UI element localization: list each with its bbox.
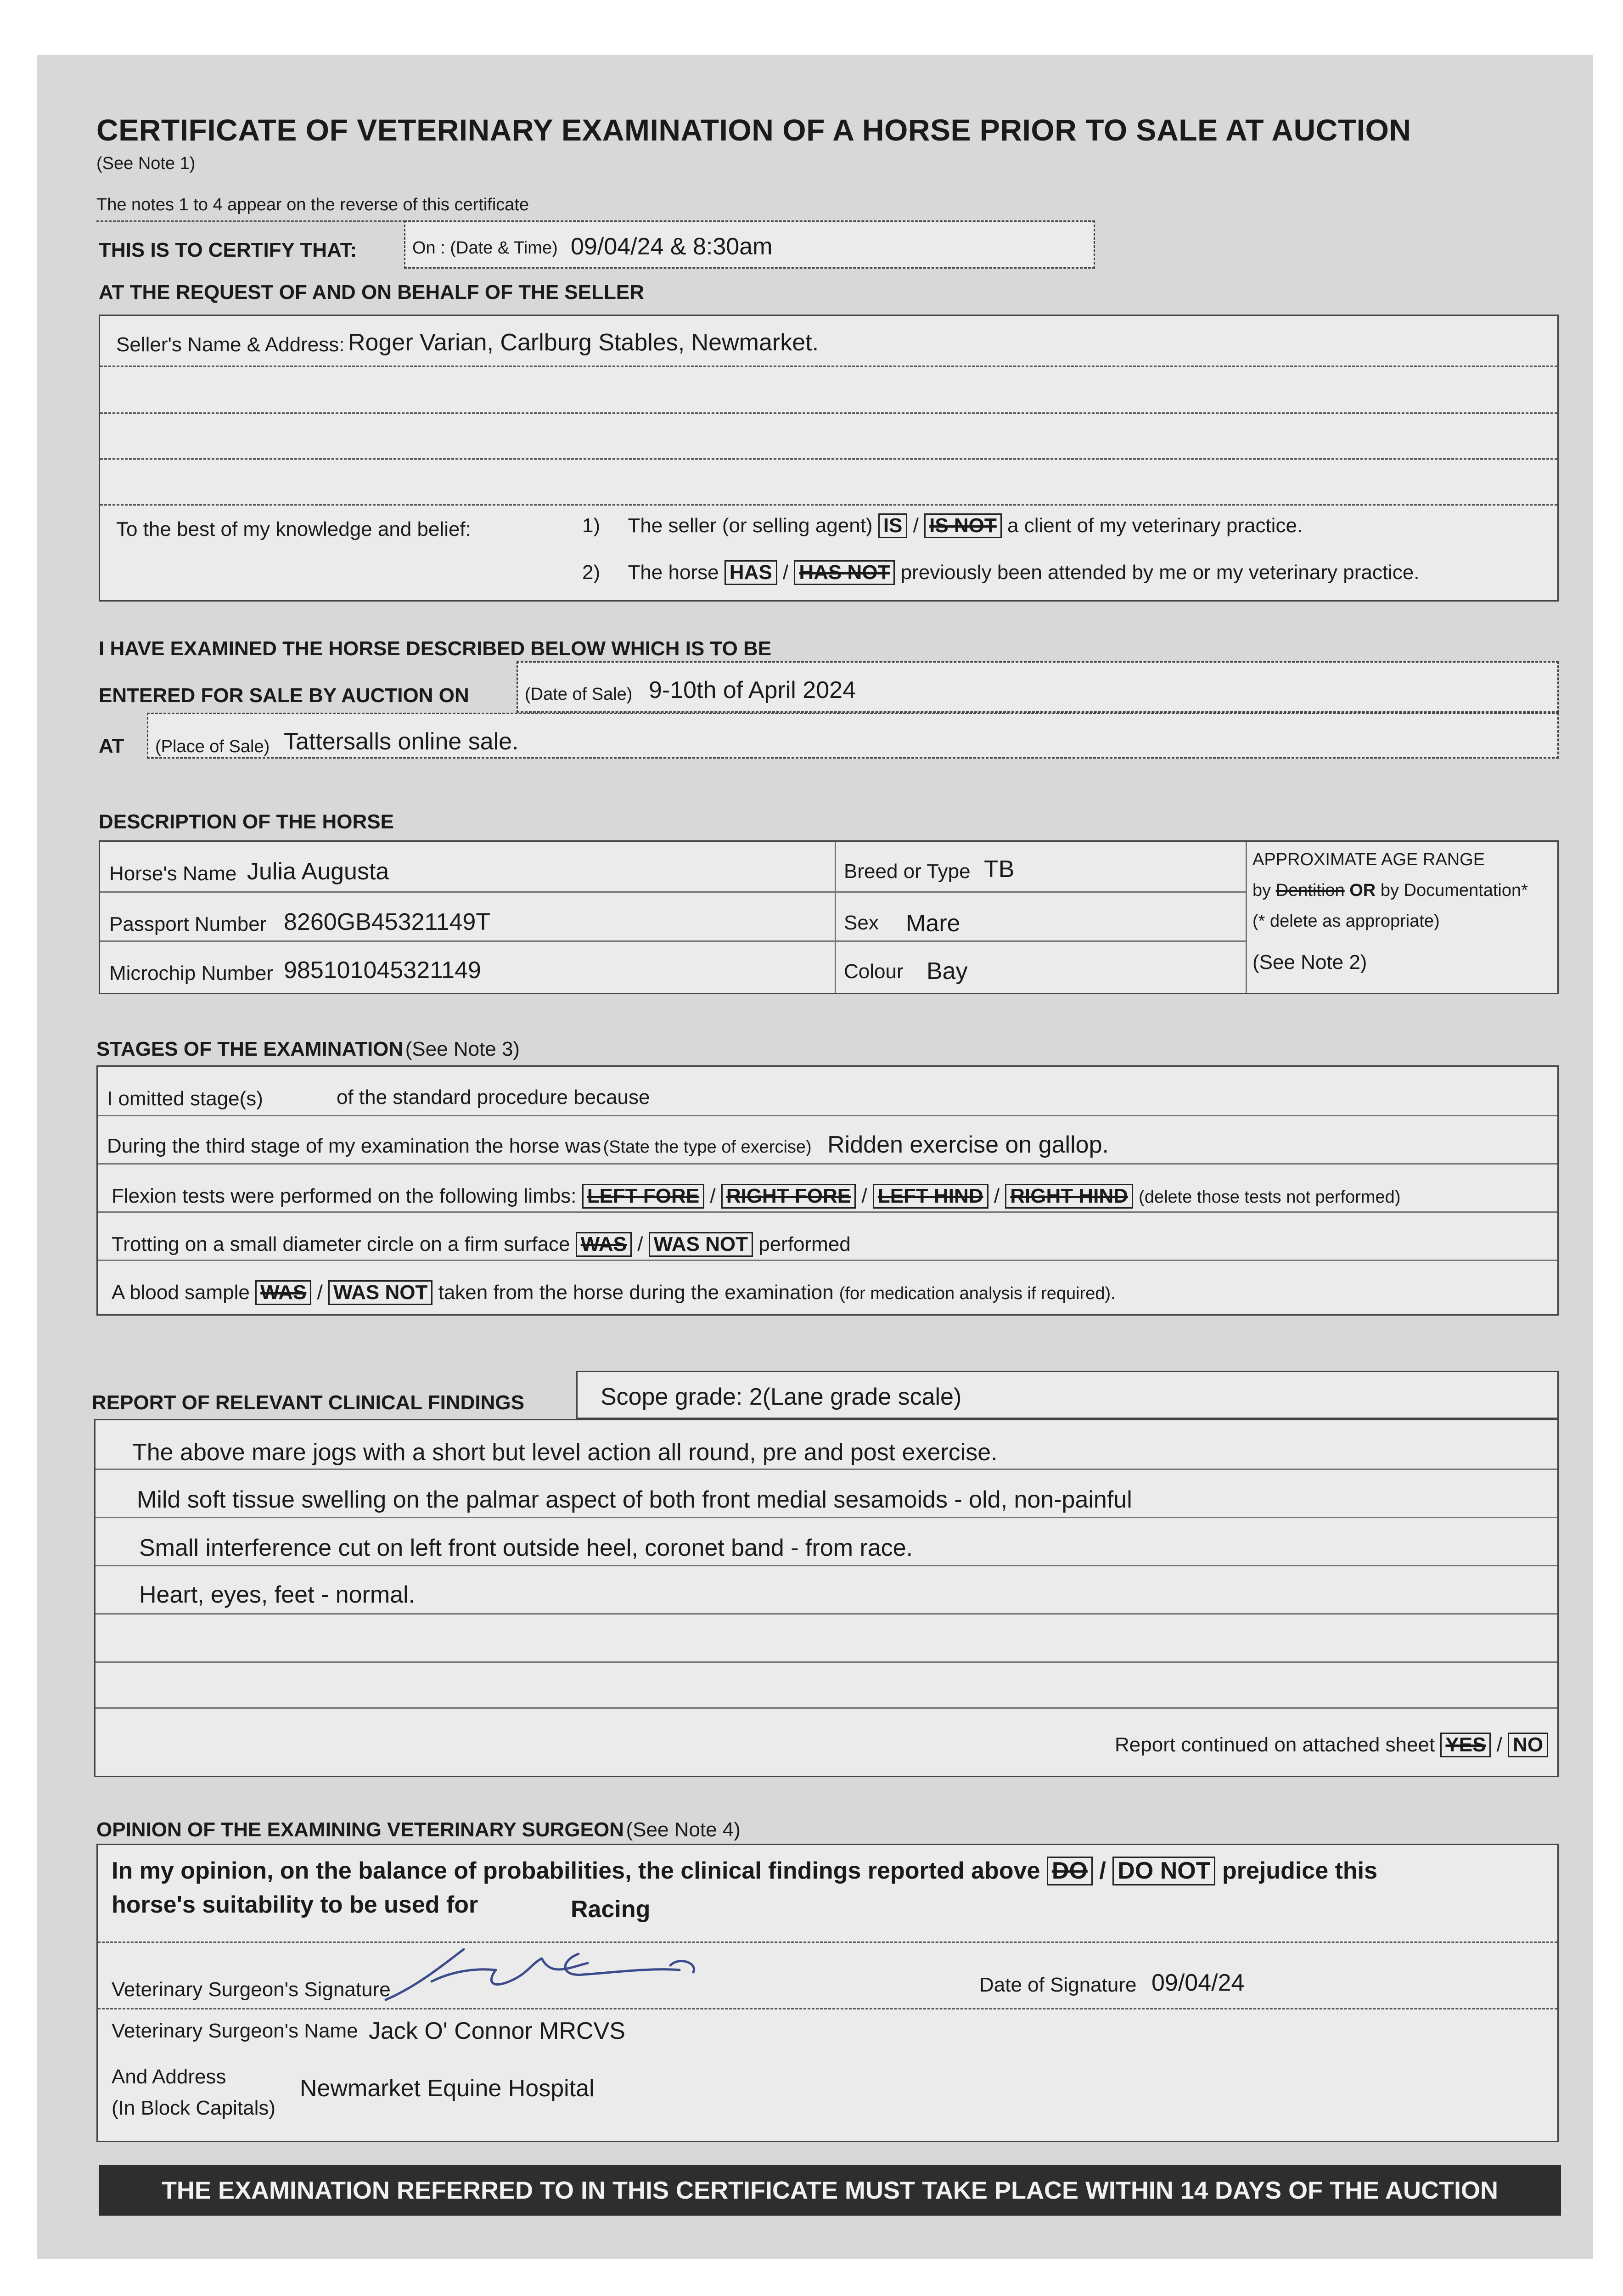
datetime-field[interactable] <box>404 220 1095 269</box>
blood-was-struck[interactable]: WAS <box>255 1280 311 1305</box>
horse-name-value: Julia Augusta <box>247 858 389 885</box>
divider <box>98 1115 1557 1116</box>
knowledge-label: To the best of my knowledge and belief: <box>116 518 471 540</box>
divider <box>95 1661 1557 1663</box>
opinion-text-post: prejudice this <box>1222 1857 1378 1884</box>
opinion-do-struck[interactable]: DO <box>1047 1857 1093 1885</box>
has-option[interactable]: HAS <box>724 560 777 585</box>
divider <box>95 1707 1557 1709</box>
request-label: AT THE REQUEST OF AND ON BEHALF OF THE SELLER <box>99 281 644 304</box>
breed-value: TB <box>984 856 1015 883</box>
sex-label: Sex <box>844 912 879 934</box>
horse-description-table <box>99 840 1559 994</box>
opinion-do-not-option[interactable]: DO NOT <box>1112 1857 1215 1885</box>
finding-line: Small interference cut on left front outside heel, coronet band - from race. <box>139 1535 913 1561</box>
item1-post: a client of my veterinary practice. <box>1007 514 1303 537</box>
divider <box>95 1565 1557 1566</box>
flexion-row: Flexion tests were performed on the following limbs: LEFT FORE / RIGHT FORE / LEFT HIND / RIGHT HIND (delete those tests not performed) <box>112 1184 1400 1209</box>
divider <box>1246 842 1247 993</box>
divider <box>100 504 1557 506</box>
sex-value: Mare <box>906 910 960 937</box>
colour-label: Colour <box>844 960 904 983</box>
stages-heading-row <box>96 1038 520 1061</box>
divider <box>835 842 836 993</box>
report-heading: REPORT OF RELEVANT CLINICAL FINDINGS <box>92 1391 524 1414</box>
divider <box>98 1211 1557 1213</box>
age-or: OR <box>1349 881 1376 900</box>
dentition-option-struck[interactable]: Dentition <box>1275 881 1345 900</box>
place-of-sale-label: (Place of Sale) <box>155 737 270 756</box>
trot-row: Trotting on a small diameter circle on a firm surface WAS / WAS NOT performed <box>112 1232 851 1257</box>
date-of-sale-field[interactable] <box>517 661 1559 713</box>
continued-yes-struck[interactable]: YES <box>1440 1733 1491 1757</box>
opinion-line-2: horse's suitability to be used for <box>112 1891 478 1918</box>
divider <box>100 891 1246 893</box>
flexion-label: Flexion tests were performed on the following limbs: <box>112 1185 577 1207</box>
divider <box>100 940 1246 942</box>
opinion-heading: OPINION OF THE EXAMINING VETERINARY SURGEON <box>96 1818 624 1841</box>
is-option[interactable]: IS <box>878 513 908 538</box>
opinion-line-1: In my opinion, on the balance of probabilities, the clinical findings reported above DO / DO NOT prejudice this <box>112 1857 1377 1885</box>
finding-line: Mild soft tissue swelling on the palmar aspect of both front medial sesamoids - old, non-painful <box>137 1486 1132 1513</box>
seller-label: Seller's Name & Address: <box>116 333 345 356</box>
scope-field[interactable] <box>576 1371 1559 1419</box>
age-range-options <box>1252 881 1528 900</box>
microchip-value: 985101045321149 <box>284 957 481 984</box>
vet-name-value: Jack O' Connor MRCVS <box>369 2018 625 2044</box>
opinion-text-pre: In my opinion, on the balance of probabilities, the clinical findings reported above <box>112 1857 1040 1884</box>
divider <box>100 458 1557 460</box>
signature-date-label: Date of Signature <box>979 1974 1137 1996</box>
address-sub-label: (In Block Capitals) <box>112 2097 276 2119</box>
examined-line-1: I HAVE EXAMINED THE HORSE DESCRIBED BELOW WHICH IS TO BE <box>99 637 772 660</box>
passport-label: Passport Number <box>109 913 267 935</box>
seller-client-statement: 1) The seller (or selling agent) IS / IS NOT a client of my veterinary practice. <box>582 513 1303 538</box>
address-label: And Address <box>112 2065 226 2088</box>
trot-post: performed <box>758 1233 851 1255</box>
item2-pre: The horse <box>628 561 719 584</box>
report-table <box>94 1419 1559 1777</box>
certify-label: THIS IS TO CERTIFY THAT: <box>99 239 357 261</box>
datetime-label: On : (Date & Time) <box>412 238 558 258</box>
blood-sub: (for medication analysis if required). <box>839 1284 1116 1303</box>
third-stage-value: Ridden exercise on gallop. <box>827 1131 1109 1158</box>
opinion-heading-row <box>96 1818 741 1841</box>
divider <box>95 1517 1557 1518</box>
date-of-sale-value: 9-10th of April 2024 <box>649 677 856 703</box>
microchip-label: Microchip Number <box>109 962 273 985</box>
is-not-option-struck[interactable]: IS NOT <box>924 513 1002 538</box>
opinion-section <box>96 1844 1559 2142</box>
flex-left-fore-struck[interactable]: LEFT FORE <box>582 1184 704 1209</box>
blood-row: A blood sample WAS / WAS NOT taken from the horse during the examination (for medication analysis if required). <box>112 1280 1116 1305</box>
certificate-title: CERTIFICATE OF VETERINARY EXAMINATION OF A HORSE PRIOR TO SALE AT AUCTION <box>96 113 1411 147</box>
vet-signature-icon <box>376 1936 753 2009</box>
seller-section <box>99 315 1559 602</box>
flex-right-fore-struck[interactable]: RIGHT FORE <box>721 1184 856 1209</box>
trot-was-struck[interactable]: WAS <box>576 1232 632 1257</box>
divider <box>100 366 1557 367</box>
age-range-title: APPROXIMATE AGE RANGE <box>1252 850 1485 869</box>
divider <box>95 1613 1557 1615</box>
colour-value: Bay <box>927 958 968 985</box>
finding-line: The above mare jogs with a short but level action all round, pre and post exercise. <box>132 1439 998 1466</box>
omitted-label-b: of the standard procedure because <box>337 1086 650 1109</box>
seller-value: Roger Varian, Carlburg Stables, Newmarket. <box>348 329 819 356</box>
trot-label: Trotting on a small diameter circle on a firm surface <box>112 1233 570 1255</box>
address-value: Newmarket Equine Hospital <box>300 2075 595 2102</box>
age-by: by <box>1252 881 1271 900</box>
opinion-heading-note: (See Note 4) <box>626 1818 741 1841</box>
item2-post: previously been attended by me or my veterinary practice. <box>900 561 1420 584</box>
finding-line: Heart, eyes, feet - normal. <box>139 1581 416 1608</box>
stages-table <box>96 1065 1559 1316</box>
description-heading: DESCRIPTION OF THE HORSE <box>99 810 394 833</box>
divider <box>98 1260 1557 1261</box>
divider <box>100 412 1557 414</box>
documentation-option[interactable]: by Documentation* <box>1380 881 1528 900</box>
stages-heading: STAGES OF THE EXAMINATION <box>96 1038 404 1060</box>
has-not-option-struck[interactable]: HAS NOT <box>794 560 895 585</box>
horse-name-label: Horse's Name <box>109 862 237 885</box>
third-stage-label: During the third stage of my examination the horse was <box>107 1135 601 1157</box>
signature-label: Veterinary Surgeon's Signature <box>112 1978 391 2001</box>
flex-delete-note: (delete those tests not performed) <box>1139 1187 1401 1207</box>
item2-number: 2) <box>582 561 601 584</box>
at-label: AT <box>99 735 124 757</box>
see-note-1: (See Note 1) <box>96 154 196 173</box>
vet-name-label: Veterinary Surgeon's Name <box>112 2020 358 2042</box>
horse-attended-statement: 2) The horse HAS / HAS NOT previously been attended by me or my veterinary practice. <box>582 560 1420 585</box>
divider <box>95 1469 1557 1470</box>
suitability-use-value: Racing <box>571 1896 651 1923</box>
divider <box>98 1163 1557 1165</box>
footer-banner: THE EXAMINATION REFERRED TO IN THIS CERTIFICATE MUST TAKE PLACE WITHIN 14 DAYS OF THE AUCTION <box>99 2165 1561 2216</box>
report-continued-row: Report continued on attached sheet YES / NO <box>1115 1733 1548 1757</box>
continued-no-option[interactable]: NO <box>1508 1733 1548 1757</box>
date-of-sale-label: (Date of Sale) <box>525 685 633 704</box>
report-continued-label: Report continued on attached sheet <box>1115 1733 1435 1756</box>
scope-value: Scope grade: 2(Lane grade scale) <box>601 1384 962 1410</box>
blood-post: taken from the horse during the examination <box>438 1281 834 1304</box>
divider <box>98 1941 1557 1943</box>
breed-label: Breed or Type <box>844 860 971 883</box>
datetime-value: 09/04/24 & 8:30am <box>571 233 773 260</box>
item1-number: 1) <box>582 514 601 537</box>
blood-label: A blood sample <box>112 1281 250 1304</box>
age-delete-note: (* delete as appropriate) <box>1252 912 1440 931</box>
signature-date-value: 09/04/24 <box>1151 1970 1245 1996</box>
stages-heading-note: (See Note 3) <box>405 1038 520 1060</box>
age-see-note: (See Note 2) <box>1252 951 1367 974</box>
omitted-label-a: I omitted stage(s) <box>107 1087 263 1110</box>
divider <box>98 2008 1557 2009</box>
trot-was-not-option[interactable]: WAS NOT <box>649 1232 753 1257</box>
place-of-sale-value: Tattersalls online sale. <box>284 728 519 755</box>
flex-right-hind-struck[interactable]: RIGHT HIND <box>1005 1184 1133 1209</box>
third-stage-row <box>107 1131 1109 1159</box>
flex-left-hind-struck[interactable]: LEFT HIND <box>873 1184 988 1209</box>
blood-was-not-option[interactable]: WAS NOT <box>328 1280 432 1305</box>
third-stage-sub: (State the type of exercise) <box>603 1137 812 1157</box>
item1-pre: The seller (or selling agent) <box>628 514 873 537</box>
examined-line-2: ENTERED FOR SALE BY AUCTION ON <box>99 684 469 707</box>
place-of-sale-field[interactable] <box>147 713 1559 759</box>
passport-value: 8260GB45321149T <box>284 909 491 935</box>
notes-line: The notes 1 to 4 appear on the reverse of this certificate <box>96 195 529 214</box>
